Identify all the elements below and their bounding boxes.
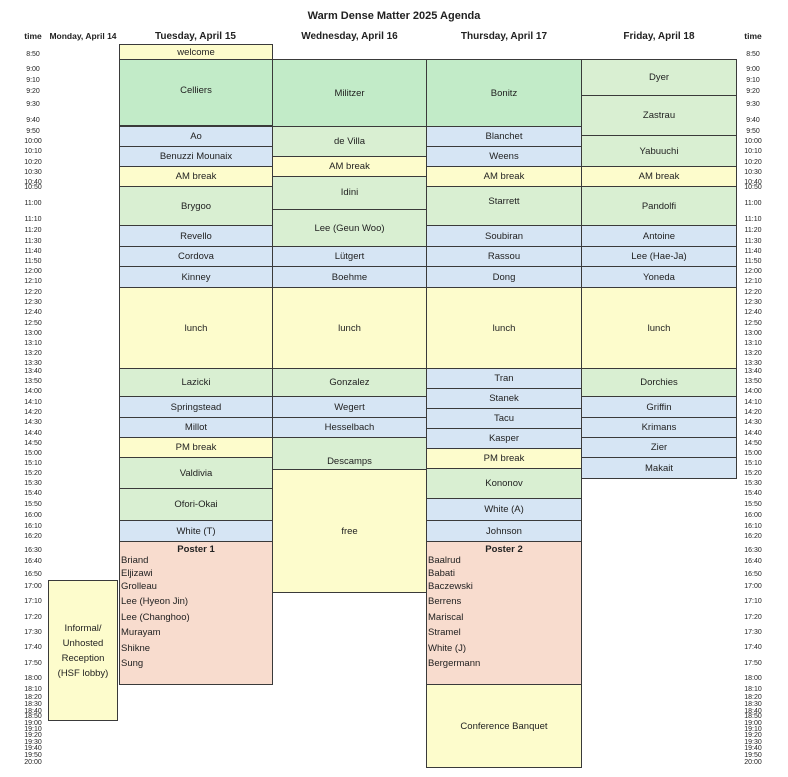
time-label-left: 14:10 <box>24 399 42 406</box>
session-ao: Ao <box>119 126 273 147</box>
time-label-left: 8:50 <box>26 51 40 58</box>
session-starrett: Starrett <box>426 186 582 226</box>
session-pm-break: PM break <box>426 448 582 469</box>
time-label-right: 11:40 <box>744 248 762 255</box>
time-label-left: 11:40 <box>24 248 42 255</box>
time-label-left: 19:20 <box>24 732 42 739</box>
reception-line: (HSF lobby) <box>57 667 109 679</box>
reception-line: Reception <box>61 652 105 664</box>
session-dong: Dong <box>426 266 582 288</box>
session-dyer: Dyer <box>581 59 737 96</box>
poster-presenter: Eljizawi <box>121 568 153 580</box>
time-label-right: 12:30 <box>744 299 762 306</box>
time-label-right: 13:50 <box>744 378 762 385</box>
time-label-left: 11:30 <box>24 238 42 245</box>
time-label-left: 12:50 <box>24 320 42 327</box>
time-label-left: 18:10 <box>24 686 42 693</box>
session-valdivia: Valdivia <box>119 457 273 489</box>
time-label-left: 10:00 <box>24 138 42 145</box>
session-wegert: Wegert <box>272 396 427 418</box>
time-label-right: 17:00 <box>744 583 762 590</box>
poster-presenter: Lee (Changhoo) <box>121 611 190 623</box>
time-label-left: 17:10 <box>24 598 42 605</box>
session-welcome: welcome <box>119 44 273 60</box>
poster-session-2 <box>426 541 582 685</box>
time-label-right: 17:50 <box>744 660 762 667</box>
tuesday-header: Tuesday, April 15 <box>155 31 236 42</box>
poster-presenter: Murayam <box>121 627 161 639</box>
time-label-left: 12:00 <box>24 268 42 275</box>
time-label-left: 13:10 <box>24 340 42 347</box>
time-label-right: 15:10 <box>744 460 762 467</box>
time-label-left: 16:50 <box>24 571 42 578</box>
time-label-right: 13:30 <box>744 360 762 367</box>
reception-line: Informal/ <box>64 622 102 634</box>
time-header-right: time <box>744 31 762 41</box>
session-bonitz: Bonitz <box>426 59 582 127</box>
time-label-left: 16:10 <box>24 523 42 530</box>
session-yabuuchi: Yabuuchi <box>581 135 737 167</box>
time-label-right: 14:00 <box>744 388 762 395</box>
session-tran: Tran <box>426 368 582 389</box>
time-label-right: 15:00 <box>744 450 762 457</box>
time-label-left: 18:20 <box>24 694 42 701</box>
time-label-right: 18:00 <box>744 675 762 682</box>
time-label-right: 16:00 <box>744 512 762 519</box>
time-label-right: 13:10 <box>744 340 762 347</box>
time-label-left: 15:30 <box>24 480 42 487</box>
time-label-right: 12:00 <box>744 268 762 275</box>
time-label-left: 14:20 <box>24 409 42 416</box>
session-white-a: White (A) <box>426 498 582 521</box>
monday-reception <box>48 580 118 721</box>
session-zastrau: Zastrau <box>581 95 737 136</box>
session-conference-banquet: Conference Banquet <box>426 684 582 768</box>
time-label-left: 9:20 <box>26 88 40 95</box>
time-label-right: 15:40 <box>744 490 762 497</box>
time-label-right: 10:10 <box>744 148 762 155</box>
time-label-right: 10:40 <box>744 179 762 186</box>
time-label-right: 10:00 <box>744 138 762 145</box>
session-kononov: Kononov <box>426 468 582 499</box>
session-yoneda: Yoneda <box>581 266 737 288</box>
session-hesselbach: Hesselbach <box>272 417 427 438</box>
time-label-left: 9:30 <box>26 101 40 108</box>
time-label-right: 18:30 <box>744 701 762 708</box>
time-label-right: 18:10 <box>744 686 762 693</box>
time-label-right: 14:40 <box>744 430 762 437</box>
time-label-left: 18:30 <box>24 701 42 708</box>
session-antoine: Antoine <box>581 225 737 247</box>
monday-header: Monday, April 14 <box>49 31 117 41</box>
time-label-left: 13:40 <box>24 368 42 375</box>
time-label-left: 17:40 <box>24 644 42 651</box>
time-label-right: 9:20 <box>746 88 760 95</box>
time-label-right: 11:10 <box>744 216 762 223</box>
session-lutgert: Lütgert <box>272 246 427 267</box>
time-label-right: 16:20 <box>744 533 762 540</box>
session-weens: Weens <box>426 146 582 167</box>
time-label-left: 10:50 <box>24 184 42 191</box>
time-label-right: 12:20 <box>744 289 762 296</box>
poster-presenter: Sung <box>121 658 144 670</box>
time-label-right: 19:40 <box>744 745 762 752</box>
session-lunch: lunch <box>272 287 427 369</box>
time-label-right: 12:10 <box>744 278 762 285</box>
time-label-left: 10:30 <box>24 169 42 176</box>
time-label-left: 18:40 <box>24 708 42 715</box>
time-label-right: 14:10 <box>744 399 762 406</box>
session-tacu: Tacu <box>426 408 582 429</box>
session-pandolfi: Pandolfi <box>581 186 737 226</box>
session-krimans: Krimans <box>581 417 737 438</box>
time-label-right: 18:40 <box>744 708 762 715</box>
time-label-left: 11:00 <box>24 200 42 207</box>
poster-session-1 <box>119 541 273 685</box>
poster-presenter: Baalrud <box>428 555 461 566</box>
time-label-right: 9:40 <box>746 117 760 124</box>
time-label-left: 11:10 <box>24 216 42 223</box>
session-cordova: Cordova <box>119 246 273 267</box>
session-dorchies: Dorchies <box>581 368 737 397</box>
time-label-left: 17:20 <box>24 614 42 621</box>
friday-header: Friday, April 18 <box>623 31 695 42</box>
time-label-left: 15:10 <box>24 460 42 467</box>
session-zier: Zier <box>581 437 737 458</box>
session-rassou: Rassou <box>426 246 582 267</box>
session-makait: Makait <box>581 457 737 479</box>
time-label-left: 18:00 <box>24 675 42 682</box>
session-idini: Idini <box>272 176 427 210</box>
time-label-right: 16:40 <box>744 558 762 565</box>
session-millot: Millot <box>119 417 273 438</box>
time-label-left: 19:10 <box>24 726 42 733</box>
poster-presenter: Bergermann <box>428 658 481 670</box>
time-label-right: 9:30 <box>746 101 760 108</box>
session-ofori-okai: Ofori-Okai <box>119 488 273 521</box>
session-griffin: Griffin <box>581 396 737 418</box>
session-kasper: Kasper <box>426 428 582 449</box>
session-am-break: AM break <box>272 156 427 177</box>
time-label-left: 18:50 <box>24 713 42 720</box>
time-label-left: 20:00 <box>24 759 42 766</box>
time-label-right: 10:50 <box>744 184 762 191</box>
time-label-right: 11:50 <box>744 258 762 265</box>
time-label-left: 13:50 <box>24 378 42 385</box>
time-label-left: 14:30 <box>24 419 42 426</box>
session-brygoo: Brygoo <box>119 186 273 226</box>
time-label-left: 19:00 <box>24 720 42 727</box>
poster-presenter: Stramel <box>428 627 461 639</box>
time-label-left: 16:20 <box>24 533 42 540</box>
session-revello: Revello <box>119 225 273 247</box>
time-label-left: 10:20 <box>24 159 42 166</box>
time-label-right: 16:30 <box>744 547 762 554</box>
session-lee-hae-ja: Lee (Hae-Ja) <box>581 246 737 267</box>
time-label-left: 10:10 <box>24 148 42 155</box>
time-label-right: 15:50 <box>744 501 762 508</box>
poster-title: Poster 1 <box>177 544 215 555</box>
session-springstead: Springstead <box>119 396 273 418</box>
session-soubiran: Soubiran <box>426 225 582 247</box>
poster-presenter: Mariscal <box>428 611 464 623</box>
session-benuzzi-mounaix: Benuzzi Mounaix <box>119 146 273 167</box>
reception-line: Unhosted <box>62 637 104 649</box>
time-label-left: 16:00 <box>24 512 42 519</box>
time-label-left: 15:20 <box>24 470 42 477</box>
time-label-left: 13:00 <box>24 330 42 337</box>
time-label-right: 17:30 <box>744 629 762 636</box>
time-label-left: 17:00 <box>24 583 42 590</box>
time-label-left: 9:40 <box>26 117 40 124</box>
time-label-left: 12:40 <box>24 309 42 316</box>
time-label-right: 11:30 <box>744 238 762 245</box>
session-lunch: lunch <box>119 287 273 369</box>
time-label-right: 19:10 <box>744 726 762 733</box>
time-label-right: 14:30 <box>744 419 762 426</box>
time-label-right: 17:40 <box>744 644 762 651</box>
time-label-right: 10:30 <box>744 169 762 176</box>
time-label-right: 13:40 <box>744 368 762 375</box>
time-label-right: 18:50 <box>744 713 762 720</box>
session-celliers: Celliers <box>119 59 273 126</box>
time-label-right: 13:00 <box>744 330 762 337</box>
time-label-left: 14:40 <box>24 430 42 437</box>
time-label-left: 16:30 <box>24 547 42 554</box>
time-label-right: 12:40 <box>744 309 762 316</box>
poster-presenter: Grolleau <box>121 581 157 593</box>
time-label-right: 15:30 <box>744 480 762 487</box>
session-kinney: Kinney <box>119 266 273 288</box>
time-label-right: 17:10 <box>744 598 762 605</box>
time-label-left: 17:50 <box>24 660 42 667</box>
time-label-right: 13:20 <box>744 350 762 357</box>
session-am-break: AM break <box>426 166 582 187</box>
session-lazicki: Lazicki <box>119 368 273 397</box>
time-label-left: 17:30 <box>24 629 42 636</box>
wednesday-header: Wednesday, April 16 <box>301 31 398 42</box>
session-boehme: Boehme <box>272 266 427 288</box>
poster-presenter: Shikne <box>121 642 151 654</box>
time-label-right: 20:00 <box>744 759 762 766</box>
time-label-left: 13:30 <box>24 360 42 367</box>
time-label-left: 12:10 <box>24 278 42 285</box>
session-descamps: Descamps <box>272 437 427 470</box>
time-label-right: 15:20 <box>744 470 762 477</box>
time-label-left: 19:30 <box>24 739 42 746</box>
poster-presenter: White (J) <box>428 642 466 654</box>
session-stanek: Stanek <box>426 388 582 409</box>
thursday-header: Thursday, April 17 <box>460 31 548 42</box>
session-gonzalez: Gonzalez <box>272 368 427 397</box>
time-label-left: 12:20 <box>24 289 42 296</box>
poster-presenter: Berrens <box>428 596 462 608</box>
session-pm-break: PM break <box>119 437 273 458</box>
time-label-right: 9:10 <box>746 77 760 84</box>
time-label-left: 15:00 <box>24 450 42 457</box>
time-label-right: 14:50 <box>744 440 762 447</box>
time-label-right: 16:10 <box>744 523 762 530</box>
time-label-right: 17:20 <box>744 614 762 621</box>
session-lunch: lunch <box>581 287 737 369</box>
time-label-left: 9:50 <box>26 128 40 135</box>
time-label-right: 19:00 <box>744 720 762 727</box>
poster-title: Poster 2 <box>485 544 523 555</box>
time-label-left: 15:50 <box>24 501 42 508</box>
time-label-left: 19:40 <box>24 745 42 752</box>
time-label-left: 11:50 <box>24 258 42 265</box>
time-label-right: 11:20 <box>744 227 762 234</box>
session-am-break: AM break <box>119 166 273 187</box>
agenda-title: Warm Dense Matter 2025 Agenda <box>307 10 481 22</box>
poster-presenter: Briand <box>121 555 149 566</box>
time-label-left: 9:10 <box>26 77 40 84</box>
time-label-left: 14:00 <box>24 388 42 395</box>
session-de-villa: de Villa <box>272 126 427 157</box>
session-lunch: lunch <box>426 287 582 369</box>
time-label-right: 16:50 <box>744 571 762 578</box>
time-label-right: 14:20 <box>744 409 762 416</box>
time-label-left: 16:40 <box>24 558 42 565</box>
poster-presenter: Lee (Hyeon Jin) <box>121 596 189 608</box>
time-label-left: 9:00 <box>26 66 40 73</box>
time-label-right: 10:20 <box>744 159 762 166</box>
time-label-right: 9:50 <box>746 128 760 135</box>
poster-presenter: Baczewski <box>428 581 473 593</box>
session-white-t: White (T) <box>119 520 273 542</box>
poster-presenter: Babati <box>428 568 455 580</box>
time-label-right: 8:50 <box>746 51 760 58</box>
time-label-right: 19:20 <box>744 732 762 739</box>
session-militzer: Militzer <box>272 59 427 127</box>
time-label-right: 9:00 <box>746 66 760 73</box>
session-free: free <box>272 469 427 593</box>
time-label-left: 13:20 <box>24 350 42 357</box>
time-label-left: 10:40 <box>24 179 42 186</box>
time-label-right: 19:50 <box>744 752 762 759</box>
time-label-right: 18:20 <box>744 694 762 701</box>
time-label-left: 11:20 <box>24 227 42 234</box>
time-label-left: 15:40 <box>24 490 42 497</box>
session-johnson: Johnson <box>426 520 582 542</box>
time-label-left: 14:50 <box>24 440 42 447</box>
time-label-right: 19:30 <box>744 739 762 746</box>
session-am-break: AM break <box>581 166 737 187</box>
time-label-right: 11:00 <box>744 200 762 207</box>
time-header-left: time <box>24 31 42 41</box>
time-label-right: 12:50 <box>744 320 762 327</box>
session-lee-geun-woo: Lee (Geun Woo) <box>272 209 427 247</box>
time-label-left: 12:30 <box>24 299 42 306</box>
session-blanchet: Blanchet <box>426 126 582 147</box>
time-label-left: 19:50 <box>24 752 42 759</box>
